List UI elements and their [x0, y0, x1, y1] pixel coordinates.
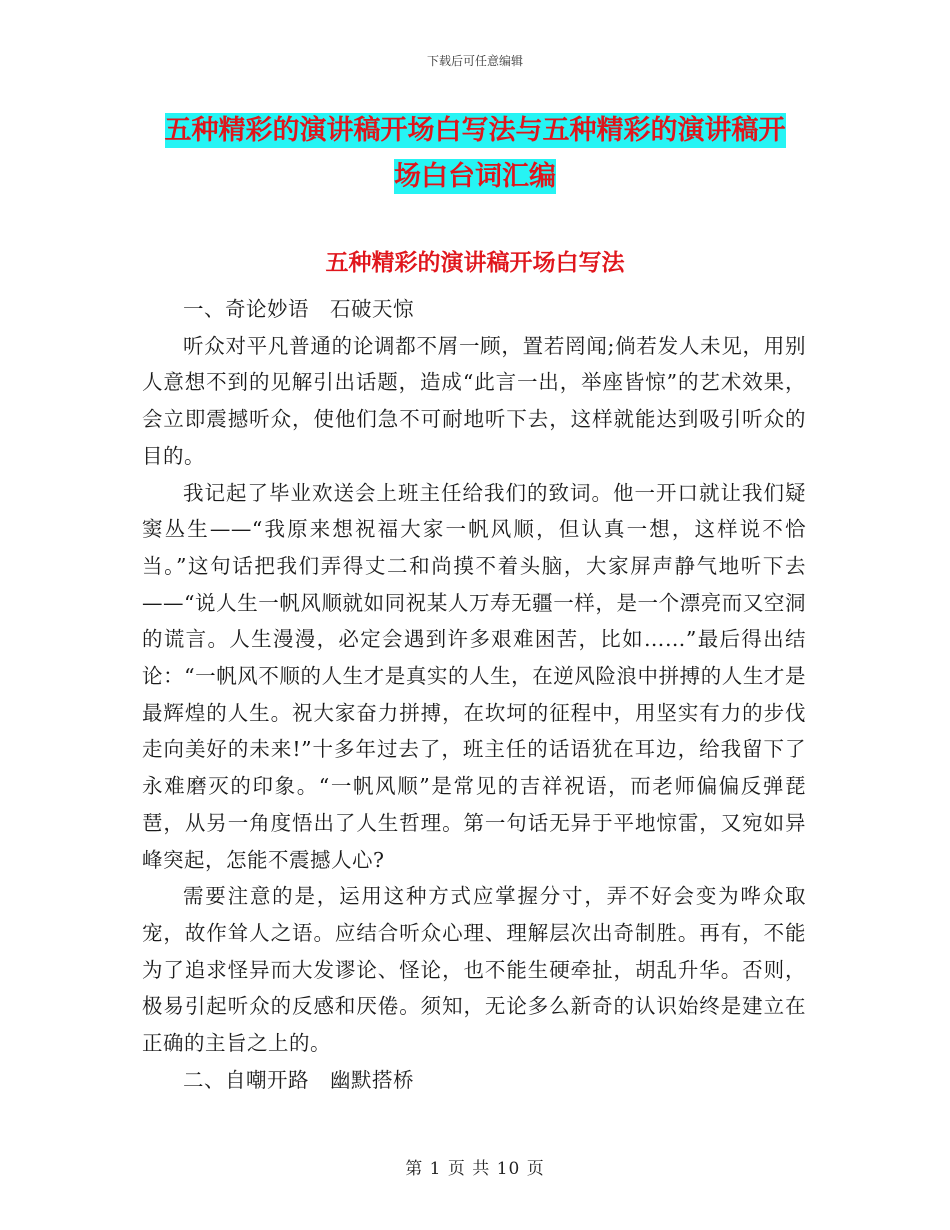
document-title-line-1: 五种精彩的演讲稿开场白写法与五种精彩的演讲稿开 — [164, 115, 786, 146]
paragraph: 我记起了毕业欢送会上班主任给我们的致词。他一开口就让我们疑窦丛生——“我原来想祝福大家一帆风顺，但认真一想，这样说不恰当。”这句话把我们弄得丈二和尚摸不着头脑，大家屏声静气地听下去——“说人生一帆风顺就如同祝某人万寿无疆一样，是一个漂亮而又空洞的谎言。人生漫漫，必定会遇到许多艰难困苦，比如……”最后得出结论：“一帆风不顺的人生才是真实的人生，在逆风险浪中拼搏的人生才是最辉煌的人生。祝大家奋力拼搏，在坎坷的征程中，用坚实有力的步伐走向美好的未来!”十多年过去了，班主任的话语犹在耳边，给我留下了永难磨灭的印象。“一帆风顺”是常见的吉祥祝语，而老师偏偏反弹琵琶，从另一角度悟出了人生哲理。第一句话无异于平地惊雷，又宛如异峰突起，怎能不震撼人心? — [142, 480, 806, 872]
page-footer-page-number: 第 1 页 共 10 页 — [405, 1159, 545, 1179]
paragraph: 需要注意的是，运用这种方式应掌握分寸，弄不好会变为哗众取宠，故作耸人之语。应结合听众心理、理解层次出奇制胜。再有，不能为了追求怪异而大发谬论、怪论，也不能生硬牵扯，胡乱升华。否则，极易引起听众的反感和厌倦。须知，无论多么新奇的认识始终是建立在正确的主旨之上的。 — [142, 884, 806, 1056]
paragraph: 听众对平凡普通的论调都不屑一顾，置若罔闻;倘若发人未见，用别人意想不到的见解引出话题，造成“此言一出，举座皆惊”的艺术效果，会立即震撼听众，使他们急不可耐地听下去，这样就能达到吸引听众的目的。 — [142, 333, 806, 468]
document-body — [142, 291, 806, 1098]
subheading-1: 一、奇论妙语 石破天惊 — [183, 297, 414, 321]
page-header-note: 下载后可任意编辑 — [426, 54, 523, 68]
document-title-line-2: 场白台词汇编 — [394, 161, 556, 192]
subheading-2: 二、自嘲开路 幽默搭桥 — [183, 1067, 414, 1092]
document-title — [140, 108, 810, 200]
section-title: 五种精彩的演讲稿开场白写法 — [325, 250, 625, 276]
